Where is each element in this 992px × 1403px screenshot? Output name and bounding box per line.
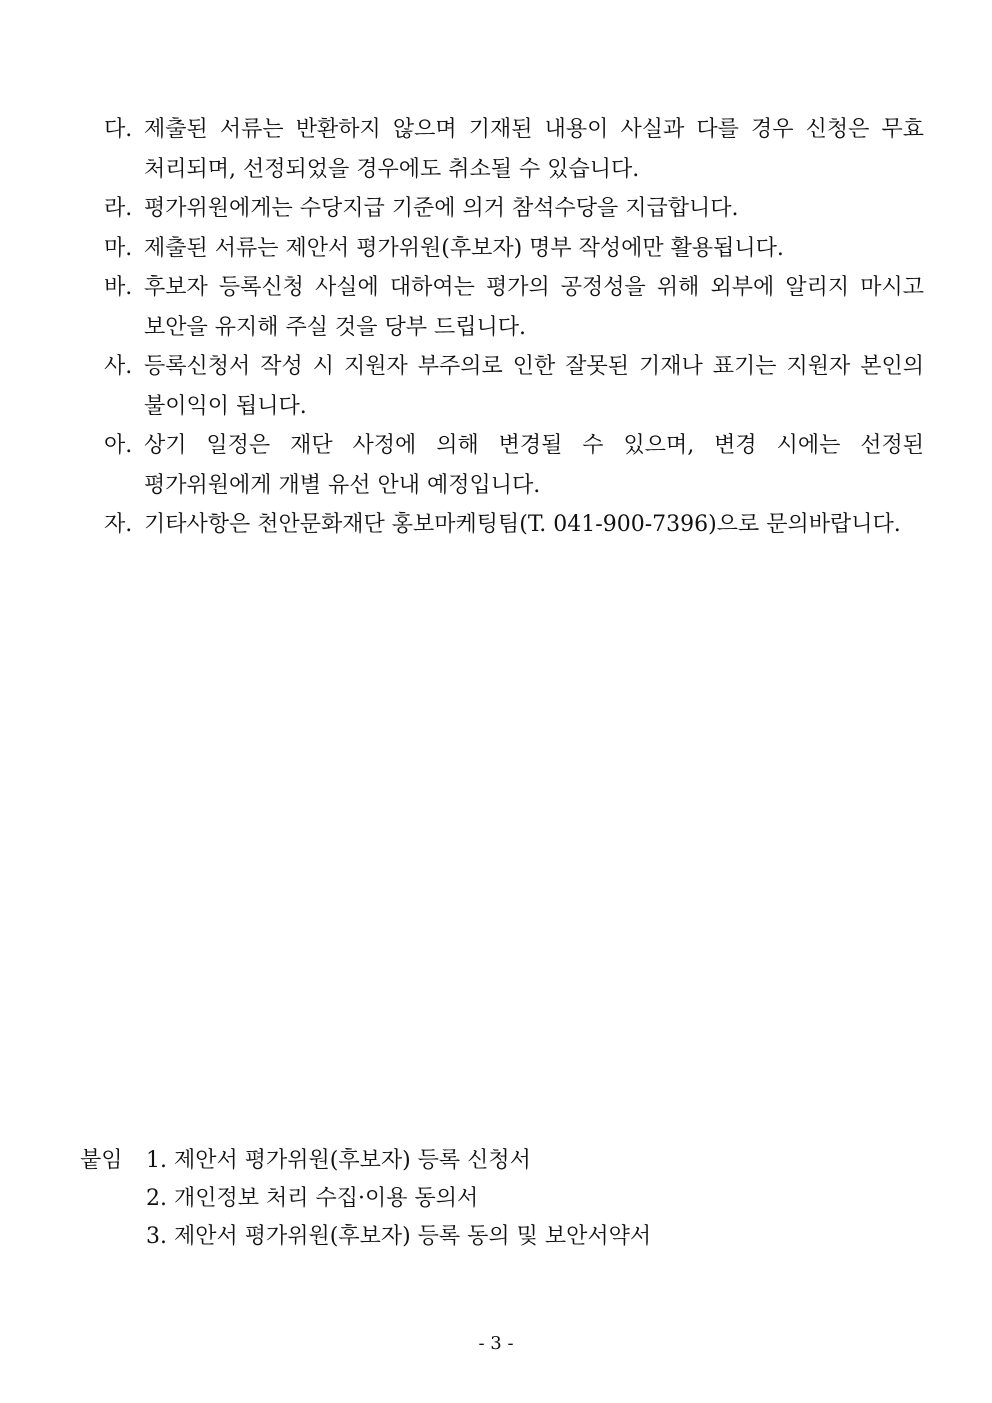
notice-item-a <box>104 426 924 505</box>
notice-marker: 마. <box>104 235 133 261</box>
notice-marker: 바. <box>104 275 133 300</box>
notice-item-da <box>104 110 924 189</box>
attachment-item: 1. 제안서 평가위원(후보자) 등록 신청서 <box>146 1148 531 1173</box>
notice-item-ma <box>104 229 924 269</box>
notice-text: 등록신청서 작성 시 지원자 부주의로 인한 잘못된 기재나 표기는 지원자 본인의 불이익이 됩니다. <box>144 354 924 419</box>
notice-item-ra <box>104 189 924 229</box>
attachment-row <box>80 1218 840 1256</box>
attachment-item: 2. 개인정보 처리 수집·이용 동의서 <box>146 1186 479 1211</box>
notice-item-ja <box>104 505 924 545</box>
notice-text: 제출된 서류는 반환하지 않으며 기재된 내용이 사실과 다를 경우 신청은 무효 처리되며, 선정되었을 경우에도 취소될 수 있습니다. <box>144 117 924 182</box>
notice-marker: 사. <box>104 354 133 379</box>
notice-text: 후보자 등록신청 사실에 대하여는 평가의 공정성을 위해 외부에 알리지 마시고 보안을 유지해 주실 것을 당부 드립니다. <box>144 275 924 340</box>
attachment-item: 3. 제안서 평가위원(후보자) 등록 동의 및 보안서약서 <box>146 1224 652 1249</box>
notice-text: 평가위원에게는 수당지급 기준에 의거 참석수당을 지급합니다. <box>144 196 739 221</box>
notice-list <box>104 110 924 545</box>
attachments-label: 붙임 <box>80 1148 123 1173</box>
notice-text: 제출된 서류는 제안서 평가위원(후보자) 명부 작성에만 활용됩니다. <box>144 235 784 261</box>
notice-marker: 다. <box>104 117 133 142</box>
notice-item-ba <box>104 268 924 347</box>
attachments-label-spacer <box>80 1180 146 1218</box>
notice-item-sa <box>104 347 924 426</box>
attachment-row <box>80 1142 840 1180</box>
notice-marker: 아. <box>104 433 133 458</box>
page-number: - 3 - <box>478 1333 514 1354</box>
notice-text: 상기 일정은 재단 사정에 의해 변경될 수 있으며, 변경 시에는 선정된 평가위원에게 개별 유선 안내 예정입니다. <box>144 433 924 498</box>
notice-marker: 자. <box>104 512 133 537</box>
notice-text: 기타사항은 천안문화재단 홍보마케팅팀(T. 041-900-7396)으로 문의바랍니다. <box>144 512 901 537</box>
attachments-section <box>80 1142 840 1256</box>
attachments-label-spacer <box>80 1218 146 1256</box>
attachment-row <box>80 1180 840 1218</box>
notice-marker: 라. <box>104 196 133 221</box>
